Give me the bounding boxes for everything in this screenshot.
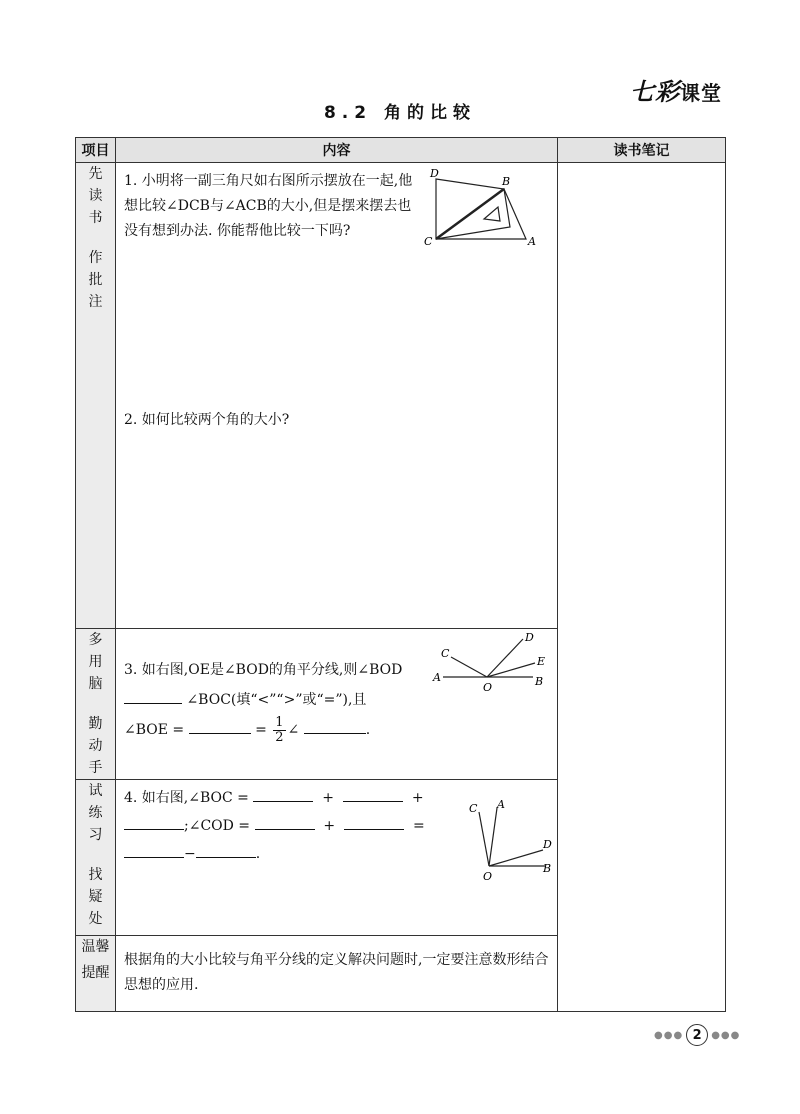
label-a: A (497, 798, 505, 811)
content-tip (116, 936, 558, 1012)
question-4-plus2: + (411, 790, 424, 806)
label-o: O (483, 870, 493, 882)
dots-right-icon: ●●● (711, 1029, 741, 1041)
section-label-practice (76, 780, 116, 936)
brand-part1: 七彩 (630, 78, 680, 106)
question-4-semi: ;∠COD = (184, 818, 251, 834)
section-label-tip-line1: 温馨 (81, 939, 110, 955)
question-3-end: . (365, 722, 371, 738)
question-4-plus1: + (322, 790, 334, 806)
question-3-eq: = (255, 722, 267, 738)
header-project: 项目 (76, 138, 116, 163)
question-3-line3-start: ∠BOE = (124, 722, 185, 738)
label-e: E (537, 655, 546, 668)
label-a: A (433, 671, 441, 684)
notes-column[interactable] (558, 163, 726, 1012)
section-label-read-line1: 先读书 (88, 166, 103, 226)
ray-oc (451, 657, 487, 677)
label-d: D (525, 631, 534, 644)
blank-q4-5[interactable] (344, 813, 404, 830)
header-content: 内容 (116, 138, 558, 163)
fraction-den: 2 (275, 729, 284, 745)
label-b: B (543, 862, 552, 875)
page-number-value: 2 (686, 1024, 708, 1046)
triangle-ruler-figure (422, 167, 547, 247)
blank-q3-1[interactable] (124, 687, 182, 704)
question-3-line2: ∠BOC(填“<”“>”或“=”),且 (186, 692, 367, 708)
label-c: C (424, 235, 433, 247)
section-label-think (76, 629, 116, 780)
label-d: D (543, 838, 552, 851)
section-label-practice-line1: 试练习 (88, 783, 103, 843)
header-notes: 读书笔记 (558, 138, 726, 163)
question-4-minus: − (184, 846, 196, 862)
question-3-line1: 3. 如右图,OE是∠BOD的角平分线,则∠BOD (124, 662, 403, 678)
question-2 (116, 402, 557, 439)
section-label-think-line1: 多用脑 (88, 632, 103, 692)
blank-q4-4[interactable] (255, 813, 315, 830)
worksheet-table (75, 137, 726, 1012)
page-title: 8.2 角的比较 (323, 103, 477, 123)
brand-part2: 课堂 (680, 81, 722, 105)
fraction-half (273, 716, 285, 745)
question-2-text: 2. 如何比较两个角的大小? (124, 412, 290, 428)
question-4-line1: 4. 如右图,∠BOC = (124, 790, 249, 806)
question-4 (116, 780, 557, 882)
question-4-eq: = (412, 818, 425, 834)
section-label-tip (76, 936, 116, 1012)
ruler-hole (484, 207, 500, 221)
ray-od (489, 850, 543, 866)
question-3-angle: ∠ (287, 722, 300, 738)
section-label-practice-line2: 找疑处 (88, 867, 103, 927)
section-label-read (76, 163, 116, 629)
blank-q3-3[interactable] (304, 717, 366, 734)
label-a: A (528, 235, 536, 247)
page-number (654, 1024, 740, 1046)
angles-figure (467, 798, 553, 882)
dots-left-icon: ●●● (654, 1029, 684, 1041)
section-label-read-line2: 作批注 (88, 250, 103, 310)
ray-oc (479, 812, 489, 866)
content-read (116, 163, 558, 629)
label-d: D (430, 167, 439, 180)
bisector-figure (431, 629, 551, 693)
fraction-num: 1 (275, 714, 284, 730)
ray-oa (489, 808, 497, 866)
question-4-plus3: + (323, 818, 336, 834)
question-4-end: . (255, 846, 261, 862)
question-3 (116, 629, 557, 751)
blank-q4-1[interactable] (253, 785, 313, 802)
content-practice (116, 780, 558, 936)
blank-q4-6[interactable] (124, 841, 184, 858)
content-think (116, 629, 558, 780)
section-label-tip-line2: 提醒 (81, 965, 110, 981)
label-c: C (441, 647, 450, 660)
blank-q3-2[interactable] (189, 717, 251, 734)
blank-q4-3[interactable] (124, 813, 184, 830)
question-1 (116, 163, 557, 250)
section-label-think-line2: 勤动手 (88, 716, 103, 776)
label-o: O (483, 681, 493, 693)
label-b: B (502, 175, 511, 188)
label-c: C (469, 802, 478, 815)
question-1-text: 1. 小明将一副三角尺如右图所示摆放在一起,他想比较∠DCB与∠ACB的大小,但是摆来摆去也没有想到办法. 你能帮他比较一下吗? (124, 173, 413, 239)
label-b: B (535, 675, 544, 688)
blank-q4-2[interactable] (343, 785, 403, 802)
tip-text: 根据角的大小比较与角平分线的定义解决问题时,一定要注意数形结合思想的应用. (124, 952, 549, 993)
blank-q4-7[interactable] (196, 841, 256, 858)
